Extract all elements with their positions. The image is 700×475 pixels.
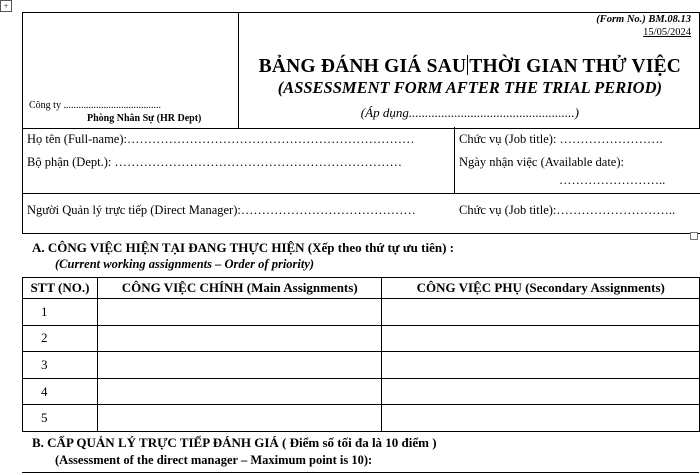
- header-table: [22, 12, 700, 129]
- form-number: [596, 13, 691, 39]
- secondary-assignment-cell[interactable]: [382, 405, 700, 432]
- apply-field[interactable]: (Áp dụng...................................................): [360, 105, 579, 120]
- section-a-subheading: (Current working assignments – Order of priority): [55, 257, 315, 271]
- secondary-assignment-cell[interactable]: [382, 352, 700, 379]
- section-a-heading: A. CÔNG VIỆC HIỆN TẠI ĐANG THỰC HIỆN (Xếp theo thứ tự ưu tiên) :: [32, 240, 454, 255]
- form-date: 15/05/2024: [643, 27, 691, 38]
- info-divider: [454, 127, 455, 193]
- assignments-table: [22, 277, 700, 432]
- manager-job-title-field[interactable]: Chức vụ (Job title):………………………..: [459, 203, 676, 217]
- table-move-handle-icon[interactable]: +: [0, 0, 12, 12]
- form-no-label: (Form No.) BM.08.13: [596, 14, 691, 25]
- secondary-assignment-cell[interactable]: [382, 325, 700, 352]
- employee-info-box: [22, 127, 700, 234]
- table-row: [23, 405, 700, 432]
- table-row: [23, 299, 700, 326]
- secondary-assignment-cell[interactable]: [382, 299, 700, 326]
- company-label: Công ty .......................................: [29, 100, 161, 111]
- col-no-header: STT (NO.): [23, 278, 98, 299]
- row-number: 1: [23, 299, 98, 326]
- resize-handle-icon[interactable]: [690, 232, 698, 240]
- main-assignment-cell[interactable]: [97, 299, 382, 326]
- main-assignment-cell[interactable]: [97, 378, 382, 405]
- hr-dept-label: Phòng Nhân Sự (HR Dept): [87, 113, 202, 124]
- col-secondary-header: CÔNG VIỆC PHỤ (Secondary Assignments): [382, 278, 700, 299]
- section-b-subheading: (Assessment of the direct manager – Maximum point is 10):: [55, 453, 373, 467]
- row-number: 3: [23, 352, 98, 379]
- direct-manager-field[interactable]: Người Quản lý trực tiếp (Direct Manager):……………………………………: [27, 203, 416, 217]
- table-row: [23, 325, 700, 352]
- row-number: 4: [23, 378, 98, 405]
- row-number: 5: [23, 405, 98, 432]
- page-subtitle: (ASSESSMENT FORM AFTER THE TRIAL PERIOD): [277, 78, 663, 97]
- table-row: [23, 378, 700, 405]
- main-assignment-cell[interactable]: [97, 325, 382, 352]
- secondary-assignment-cell[interactable]: [382, 378, 700, 405]
- next-table-top-border: [22, 472, 699, 473]
- table-row: [23, 352, 700, 379]
- row-number: 2: [23, 325, 98, 352]
- table-header-row: [23, 278, 700, 299]
- section-b-heading: B. CẤP QUẢN LÝ TRỰC TIẾP ĐÁNH GIÁ ( Điểm số tối đa là 10 điểm ): [32, 435, 437, 450]
- available-date-field[interactable]: Ngày nhận việc (Available date):: [459, 155, 624, 169]
- page-title: BẢNG ĐÁNH GIÁ SAU THỜI GIAN THỬ VIỆC: [258, 56, 682, 77]
- company-cell: [23, 13, 239, 129]
- dept-field[interactable]: Bộ phận (Dept.): ……………………………………………………………: [27, 155, 402, 169]
- col-main-header: CÔNG VIỆC CHÍNH (Main Assignments): [97, 278, 382, 299]
- full-name-field[interactable]: Họ tên (Full-name):……………………………………………………………: [27, 132, 415, 146]
- job-title-field[interactable]: Chức vụ (Job title): …………………….: [459, 132, 663, 146]
- title-cell: [239, 13, 700, 129]
- available-date-dots[interactable]: ……………………..: [559, 173, 666, 187]
- main-assignment-cell[interactable]: [97, 405, 382, 432]
- main-assignment-cell[interactable]: [97, 352, 382, 379]
- info-divider-h: [23, 193, 700, 194]
